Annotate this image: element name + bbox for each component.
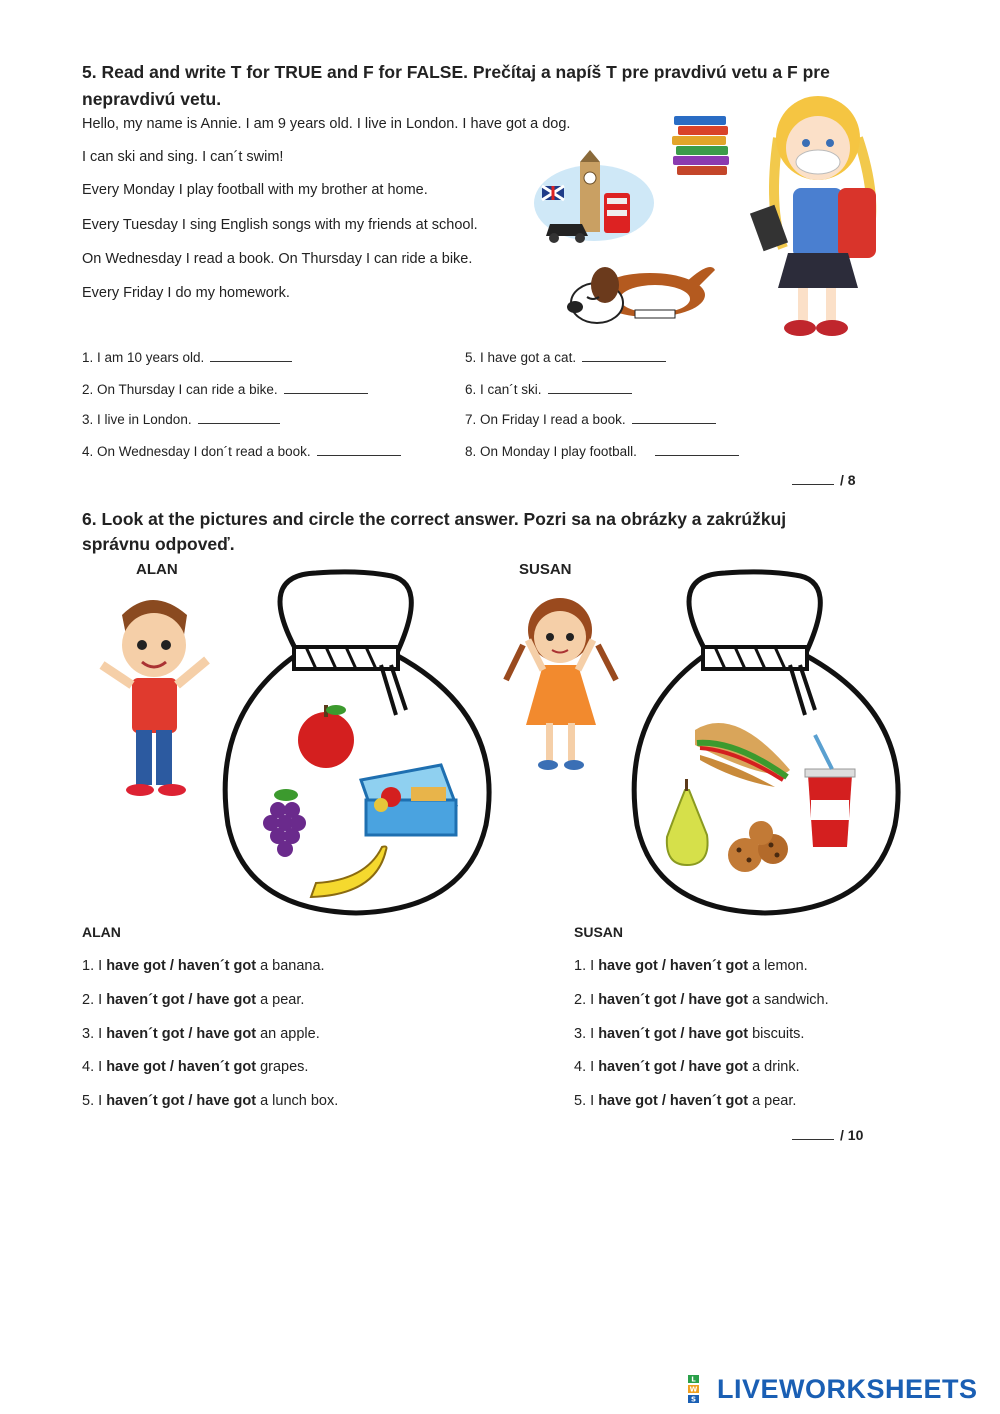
ex5-text-line-3: Every Monday I play football with my brother at home. (82, 182, 428, 198)
books-illustration (670, 110, 732, 180)
susan-lunch-bag (625, 565, 905, 920)
susan-illustration (498, 595, 623, 775)
susan-list-label: SUSAN (574, 924, 624, 940)
alan-sentence-4: 4. I have got / haven´t got grapes. (82, 1059, 309, 1075)
logo-letters: L W S (689, 1375, 698, 1403)
answer-blank-2[interactable] (284, 380, 368, 394)
ex5-text-line-1: Hello, my name is Annie. I am 9 years old. I live in London. I have got a dog. (82, 116, 571, 132)
alan-sentence-3: 3. I haven´t got / have got an apple. (82, 1026, 320, 1042)
answer-blank-7[interactable] (632, 410, 716, 424)
alan-sentence-2: 2. I haven´t got / have got a pear. (82, 992, 305, 1008)
london-illustration (532, 148, 662, 253)
annie-illustration (748, 88, 888, 343)
ex6-score-blank[interactable] (792, 1139, 834, 1140)
susan-sentence-5: 5. I have got / haven´t got a pear. (574, 1093, 797, 1109)
option-1[interactable]: haven´t got (598, 1026, 677, 1042)
ex5-score-blank[interactable] (792, 484, 834, 485)
ex6-score: / 10 (792, 1127, 863, 1143)
ex5-question-8: 8. On Monday I play football. (465, 442, 739, 459)
option-2[interactable]: haven´t got (669, 1093, 749, 1109)
answer-blank-3[interactable] (198, 410, 280, 424)
alan-list-label: ALAN (82, 924, 121, 940)
liveworksheets-logo-icon (688, 1375, 714, 1403)
liveworksheets-brand (688, 1372, 978, 1406)
option-2[interactable]: have got (196, 1026, 257, 1042)
answer-blank-4[interactable] (317, 442, 401, 456)
ex5-question-4: 4. On Wednesday I don´t read a book. (82, 442, 401, 459)
option-1[interactable]: have got (106, 958, 166, 974)
ex5-text-line-4: Every Tuesday I sing English songs with my friends at school. (82, 217, 478, 233)
alan-illustration (92, 590, 217, 805)
ex6-heading-line2: správnu odpoveď. (82, 534, 235, 554)
answer-blank-5[interactable] (582, 348, 666, 362)
option-2[interactable]: have got (688, 1026, 749, 1042)
answer-blank-1[interactable] (210, 348, 292, 362)
ex5-question-7: 7. On Friday I read a book. (465, 410, 716, 427)
ex5-text-line-2: I can ski and sing. I can´t swim! (82, 149, 284, 165)
susan-picture-label: SUSAN (519, 561, 572, 578)
ex5-text-line-5: On Wednesday I read a book. On Thursday I can ride a bike. (82, 251, 473, 267)
ex5-question-1: 1. I am 10 years old. (82, 348, 292, 365)
alan-lunch-bag (216, 565, 496, 920)
dog-illustration (565, 255, 725, 330)
ex5-score: / 8 (792, 472, 856, 488)
option-1[interactable]: haven´t got (598, 992, 677, 1008)
answer-blank-6[interactable] (548, 380, 632, 394)
option-2[interactable]: have got (196, 992, 257, 1008)
option-1[interactable]: haven´t got (106, 1093, 185, 1109)
ex6-heading-line1: 6. Look at the pictures and circle the correct answer. Pozri sa na obrázky a zakrúžkuj (82, 509, 787, 529)
option-1[interactable]: haven´t got (106, 1026, 185, 1042)
alan-sentence-1: 1. I have got / haven´t got a banana. (82, 958, 325, 974)
option-1[interactable]: have got (598, 958, 658, 974)
option-2[interactable]: haven´t got (177, 958, 257, 974)
ex5-heading-line1: 5. Read and write T for TRUE and F for FALSE. Prečítaj a napíš T pre pravdivú vetu a F pre (82, 62, 830, 82)
option-1[interactable]: haven´t got (598, 1059, 677, 1075)
option-2[interactable]: haven´t got (177, 1059, 257, 1075)
option-1[interactable]: haven´t got (106, 992, 185, 1008)
ex5-question-6: 6. I can´t ski. (465, 380, 632, 397)
option-2[interactable]: haven´t got (669, 958, 749, 974)
alan-picture-label: ALAN (136, 561, 178, 578)
option-2[interactable]: have got (196, 1093, 257, 1109)
ex5-question-3: 3. I live in London. (82, 410, 280, 427)
option-2[interactable]: have got (688, 992, 749, 1008)
ex5-question-5: 5. I have got a cat. (465, 348, 666, 365)
susan-sentence-2: 2. I haven´t got / have got a sandwich. (574, 992, 829, 1008)
option-1[interactable]: have got (598, 1093, 658, 1109)
option-1[interactable]: have got (106, 1059, 166, 1075)
susan-sentence-4: 4. I haven´t got / have got a drink. (574, 1059, 800, 1075)
ex5-heading-line2: nepravdivú vetu. (82, 89, 222, 109)
ex5-question-2: 2. On Thursday I can ride a bike. (82, 380, 368, 397)
option-2[interactable]: have got (688, 1059, 749, 1075)
alan-sentence-5: 5. I haven´t got / have got a lunch box. (82, 1093, 339, 1109)
susan-sentence-3: 3. I haven´t got / have got biscuits. (574, 1026, 805, 1042)
ex5-text-line-6: Every Friday I do my homework. (82, 285, 290, 301)
susan-sentence-1: 1. I have got / haven´t got a lemon. (574, 958, 808, 974)
answer-blank-8[interactable] (655, 442, 739, 456)
liveworksheets-wordmark: LIVEWORKSHEETS (717, 1373, 978, 1404)
